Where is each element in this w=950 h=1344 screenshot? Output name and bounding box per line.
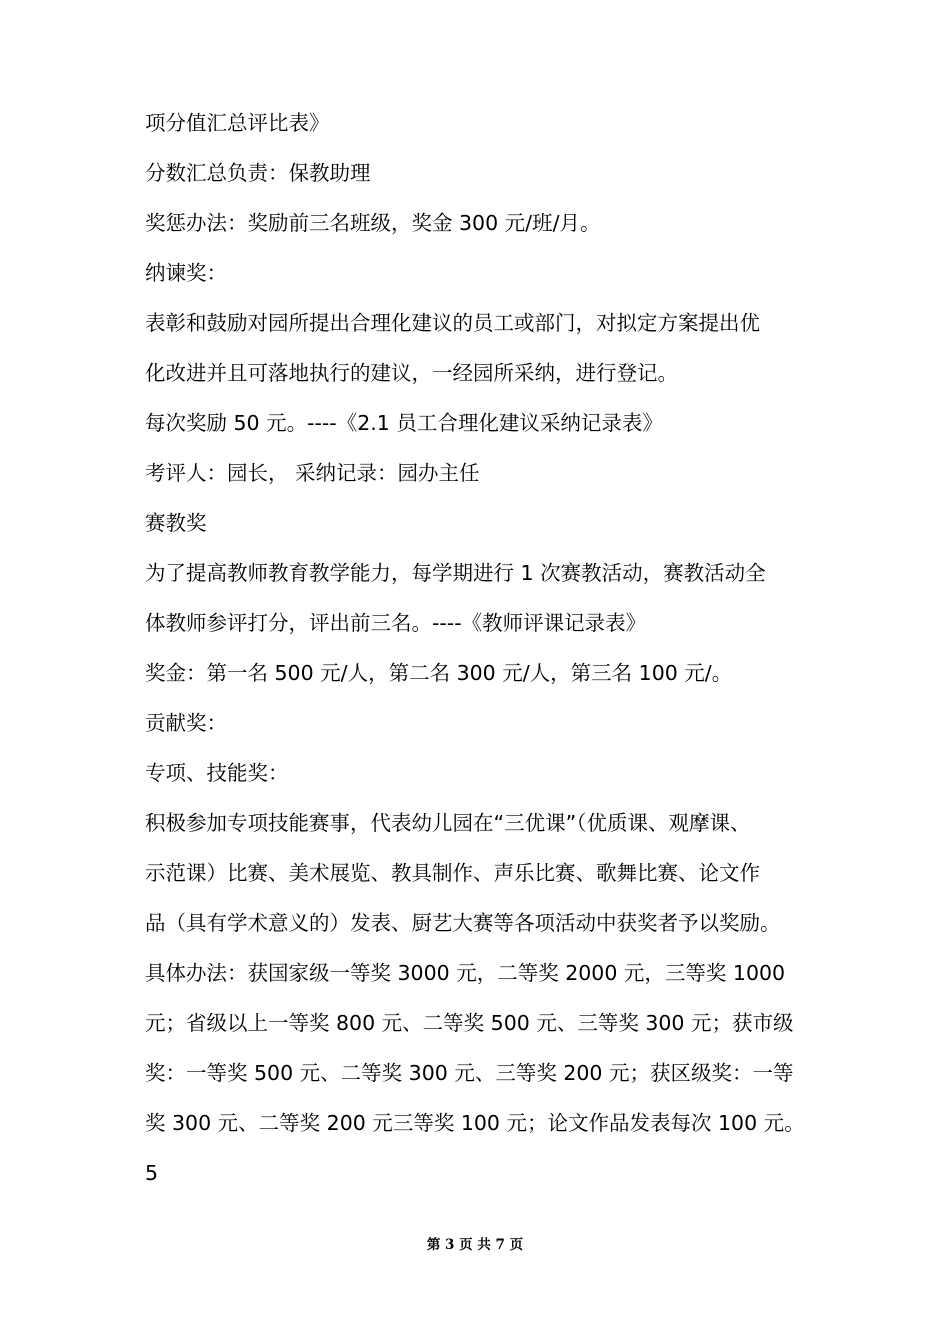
text-line: 贡献奖： xyxy=(145,711,227,735)
text-line: 为了提高教师教育教学能力，每学期进行 1 次赛教活动，赛教活动全 xyxy=(145,561,766,585)
text-line: 项分值汇总评比表》 xyxy=(145,111,330,135)
text-line: 表彰和鼓励对园所提出合理化建议的员工或部门，对拟定方案提出优 xyxy=(145,311,760,335)
text-line: 奖惩办法：奖励前三名班级，奖金 300 元/班/月。 xyxy=(145,211,601,235)
text-line: 奖 300 元、二等奖 200 元三等奖 100 元；论文作品发表每次 100 元。 xyxy=(145,1111,805,1135)
text-line: 专项、技能奖： xyxy=(145,761,289,785)
body-text xyxy=(145,105,825,1205)
text-line: 品（具有学术意义的）发表、厨艺大赛等各项活动中获奖者予以奖励。 xyxy=(145,911,781,935)
text-line: 分数汇总负责：保教助理 xyxy=(145,161,371,185)
text-line: 奖：一等奖 500 元、二等奖 300 元、三等奖 200 元；获区级奖：一等 xyxy=(145,1061,794,1085)
text-line: 具体办法：获国家级一等奖 3000 元，二等奖 2000 元，三等奖 1000 xyxy=(145,961,786,985)
page-number-footer: 第 3 页 共 7 页 xyxy=(426,1237,524,1253)
text-line: 体教师参评打分，评出前三名。----《教师评课记录表》 xyxy=(145,611,647,635)
text-line: 5 xyxy=(145,1161,159,1185)
text-line: 每次奖励 50 元。----《2.1 员工合理化建议采纳记录表》 xyxy=(145,411,663,435)
text-line: 积极参加专项技能赛事，代表幼儿园在“三优课”（优质课、观摩课、 xyxy=(145,811,751,835)
text-line: 示范课）比赛、美术展览、教具制作、声乐比赛、歌舞比赛、论文作 xyxy=(145,861,760,885)
text-line: 化改进并且可落地执行的建议，一经园所采纳，进行登记。 xyxy=(145,361,678,385)
text-line: 纳谏奖： xyxy=(145,261,227,285)
text-line: 元；省级以上一等奖 800 元、二等奖 500 元、三等奖 300 元；获市级 xyxy=(145,1011,794,1035)
text-line: 奖金：第一名 500 元/人，第二名 300 元/人，第三名 100 元/。 xyxy=(145,661,733,685)
text-line: 考评人：园长， 采纳记录：园办主任 xyxy=(145,461,480,485)
text-line: 赛教奖 xyxy=(145,511,207,535)
